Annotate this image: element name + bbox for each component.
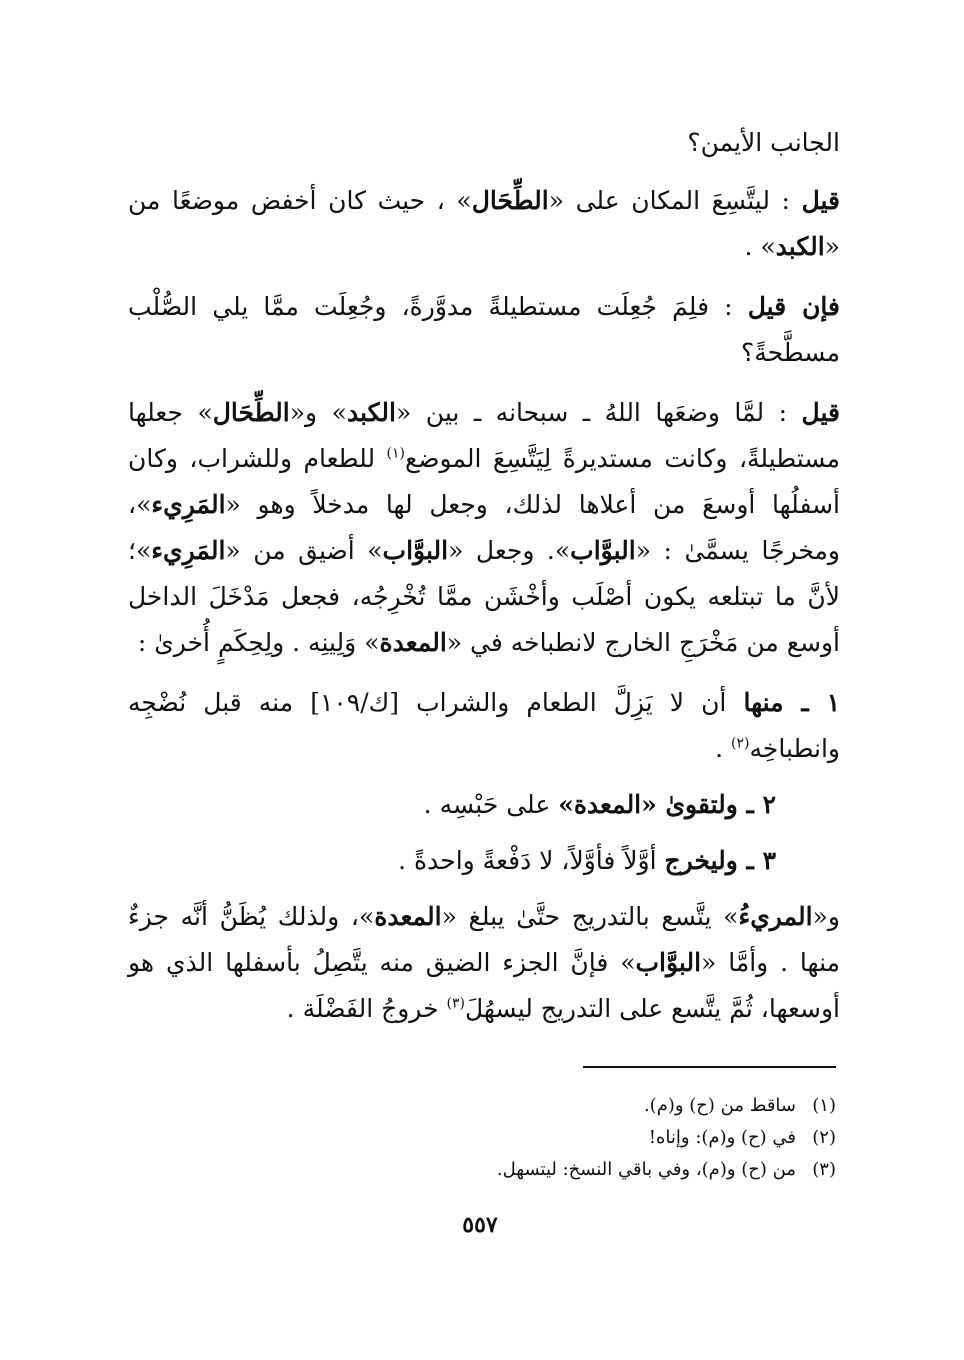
text: » و« <box>289 398 347 427</box>
bold-term: المَرِيء <box>151 536 226 565</box>
text: » فإنَّ الجزء الضيق منه يتَّصِلُ بأسفلها الذي هو أوسعها، ثُمَّ يتَّسع على التدريج ليسهُلَ <box>128 948 840 1023</box>
footnote-number: (١) <box>812 1095 836 1116</box>
text: » . <box>744 232 776 261</box>
list-item-1 <box>128 680 840 772</box>
bold-term: المَرِيء <box>151 490 226 519</box>
text: » يتَّسع بالتدريج حتَّىٰ يبلغ « <box>441 902 739 931</box>
item-lead: ٣ ـ وليخرج <box>664 846 776 875</box>
lead-word: فإن قيل <box>747 292 840 321</box>
paragraph-3 <box>128 390 840 666</box>
footnote-number: (٣) <box>812 1159 836 1180</box>
text: أوَّلاً فأوَّلاً، لا دَفْعةً واحدةً . <box>398 846 665 875</box>
item-lead: ١ ـ منها <box>743 688 840 717</box>
text: » وَلِينِه . ولِحِكَمٍ أُخرىٰ : <box>137 628 380 657</box>
footnote-text: في (ح) و(م): وإناه! <box>648 1127 796 1148</box>
text: و« <box>812 902 840 931</box>
text: » أضيق من « <box>225 536 383 565</box>
list-item-2 <box>128 782 840 828</box>
text: أن لا يَزِلَّ الطعام والشراب [ك/١٠٩] منه قبل نُضْجِه وانطباخِه <box>128 688 840 763</box>
paragraph-1 <box>128 178 840 270</box>
list-item-3 <box>128 838 840 884</box>
footnote-2 <box>128 1122 836 1154</box>
bold-term: الطِّحَال <box>471 186 549 215</box>
bold-term: الطِّحَال <box>212 398 290 427</box>
text: » جعلها مستطيلةً، وكانت مستديرةً لِيَتَّسِعَ الموضع <box>128 398 840 473</box>
bold-term: المريءُ <box>738 902 813 931</box>
bold-term: الكبد <box>346 398 396 427</box>
text: للطعام وللشراب، وكان أسفلُها أوسعَ من أعلاها لذلك، وجعل لها مدخلاً وهو « <box>128 444 840 519</box>
text: : لمَّا وضعَها اللهُ ـ سبحانه ـ بين « <box>395 398 802 427</box>
footnote-ref-3[interactable]: (٣) <box>446 995 465 1012</box>
text: : فلِمَ جُعِلَت مستطيلةً مدوَّرةً، وجُعِلَت ممَّا يلي الصُّلْب مسطَّحةً؟ <box>128 292 840 367</box>
footnote-3 <box>128 1154 836 1186</box>
text: ». وجعل « <box>448 536 571 565</box>
footnote-text: ساقط من (ح) و(م). <box>643 1095 796 1116</box>
lead-word: قيل <box>801 186 840 215</box>
footnote-divider <box>583 1066 836 1068</box>
text: » ، حيث كان أخفض موضعًا من « <box>128 186 840 261</box>
text: »، ولذلك يُظَنُّ أنَّه جزءٌ منها . وأمَّا « <box>128 902 841 977</box>
paragraph-2 <box>128 284 840 376</box>
item-lead: ٢ ـ ولتقوىٰ «المعدة» <box>558 790 776 819</box>
footnote-ref-1[interactable]: (١) <box>386 445 405 462</box>
footnote-ref-2[interactable]: (٢) <box>731 735 750 752</box>
text: »؛ لأنَّ ما تبتلعه يكون أصْلَب وأخْشَن ممَّا تُخْرِجُه، فجعل مَدْخَلَ الداخل أوسع من مَخْرَجِ الخارج لانطباخه في « <box>128 536 840 657</box>
page-number: ٥٥٧ <box>462 1212 498 1238</box>
text: : ليتَّسِعَ المكان على « <box>548 186 802 215</box>
paragraph-0 <box>128 120 840 166</box>
paragraph-4 <box>128 894 840 1032</box>
page-body <box>128 120 840 1046</box>
footnote-1 <box>128 1090 836 1122</box>
bold-term: المعدة <box>379 628 447 657</box>
text: . <box>715 734 732 763</box>
bold-term: الكبد <box>775 232 825 261</box>
footnote-text: من (ح) و(م)، وفي باقي النسخ: ليتسهل. <box>496 1159 796 1180</box>
lead-word: قيل <box>801 398 840 427</box>
text: على حَبْسِه . <box>423 790 559 819</box>
text: الجانب الأيمن؟ <box>687 128 840 157</box>
bold-term: البوَّاب <box>382 536 449 565</box>
bold-term: البوَّاب <box>635 948 702 977</box>
footnote-number: (٢) <box>812 1127 836 1148</box>
text: خروجُ الفَضْلَة . <box>286 994 447 1023</box>
bold-term: البوَّاب <box>570 536 636 565</box>
text: »، ومخرجًا يسمَّىٰ : « <box>128 490 840 565</box>
footnotes <box>128 1090 836 1186</box>
bold-term: المعدة <box>374 902 442 931</box>
